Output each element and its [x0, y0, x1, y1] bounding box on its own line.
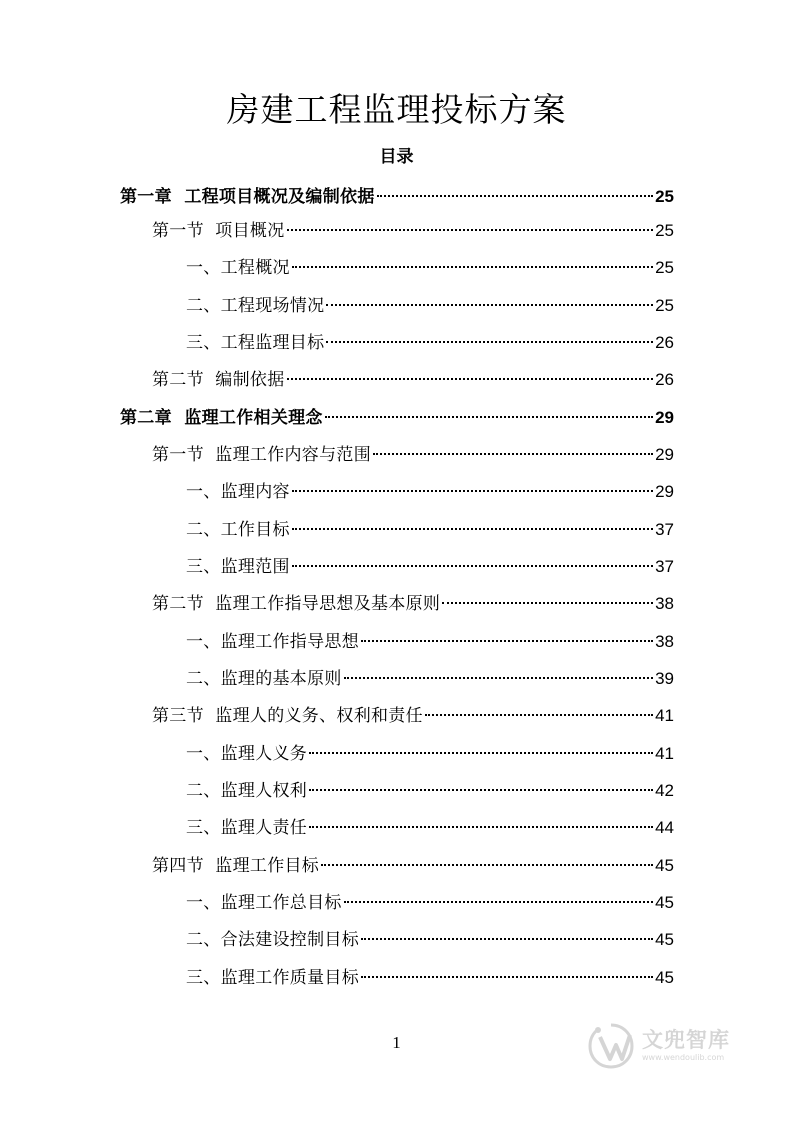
watermark-url: www.wendoulib.com — [642, 1053, 725, 1062]
toc-page-number: 39 — [655, 669, 674, 688]
toc-entry-item[interactable] — [186, 293, 674, 319]
toc-label: 第二章 监理工作相关理念 — [120, 408, 323, 428]
leader-dots — [292, 528, 653, 530]
toc-entry-item[interactable] — [186, 330, 674, 356]
toc-page-number: 45 — [655, 930, 674, 949]
toc-page-number: 25 — [655, 296, 674, 315]
toc-label: 三、工程监理目标 — [186, 333, 325, 353]
toc-label: 一、监理内容 — [186, 482, 290, 502]
toc-entry-item[interactable] — [186, 890, 674, 916]
leader-dots — [292, 266, 653, 268]
watermark-name: 文兜智库 — [642, 1028, 730, 1052]
toc-entry-item[interactable] — [186, 965, 674, 991]
toc-entry-section[interactable] — [152, 442, 674, 468]
toc-page-number: 42 — [655, 781, 674, 800]
leader-dots — [321, 864, 653, 866]
toc-entry-item[interactable] — [186, 255, 674, 281]
toc-page-number: 41 — [655, 706, 674, 725]
toc-label: 二、工程现场情况 — [186, 296, 325, 316]
leader-dots — [309, 826, 653, 828]
toc-entry-section[interactable] — [152, 591, 674, 617]
toc-entry-section[interactable] — [152, 367, 674, 393]
toc-entry-chapter[interactable] — [120, 184, 674, 210]
toc-entry-section[interactable] — [152, 703, 674, 729]
toc-page-number: 26 — [655, 333, 674, 352]
leader-dots — [361, 976, 653, 978]
watermark — [586, 1018, 756, 1074]
toc-entry-item[interactable] — [186, 778, 674, 804]
toc-page-number: 29 — [655, 482, 674, 501]
toc-page-number: 45 — [655, 856, 674, 875]
toc-page-number: 29 — [655, 445, 674, 464]
toc-page-number: 44 — [655, 818, 674, 837]
toc-label: 三、监理工作质量目标 — [186, 968, 359, 988]
leader-dots — [326, 304, 653, 306]
leader-dots — [344, 901, 653, 903]
toc-entry-item[interactable] — [186, 629, 674, 655]
toc-label: 一、监理人义务 — [186, 744, 308, 764]
toc-label: 第四节 监理工作目标 — [152, 856, 320, 876]
document-title: 房建工程监理投标方案 — [226, 90, 567, 129]
toc-entry-item[interactable] — [186, 554, 674, 580]
leader-dots — [442, 602, 653, 604]
toc-page-number: 37 — [655, 520, 674, 539]
toc-label: 第二节 编制依据 — [152, 370, 285, 390]
leader-dots — [377, 195, 653, 197]
toc-entry-item[interactable] — [186, 517, 674, 543]
toc-page-number: 25 — [655, 187, 674, 206]
toc-page-number: 26 — [655, 370, 674, 389]
toc-page-number: 38 — [655, 632, 674, 651]
leader-dots — [373, 453, 653, 455]
toc-entry-item[interactable] — [186, 666, 674, 692]
toc-heading: 目录 — [379, 147, 414, 167]
wendou-logo-icon — [586, 1021, 636, 1071]
toc-label: 第一节 项目概况 — [152, 221, 285, 241]
toc-page-number: 25 — [655, 258, 674, 277]
leader-dots — [287, 378, 654, 380]
toc-entry-item[interactable] — [186, 741, 674, 767]
toc-label: 第一节 监理工作内容与范围 — [152, 445, 372, 465]
page-number: 1 — [392, 1033, 401, 1052]
toc-label: 二、合法建设控制目标 — [186, 930, 359, 950]
toc-page-number: 29 — [655, 408, 674, 427]
leader-dots — [326, 341, 653, 343]
toc-page-number: 37 — [655, 557, 674, 576]
toc-entry-item[interactable] — [186, 815, 674, 841]
toc-page-number: 38 — [655, 594, 674, 613]
toc-label: 二、监理的基本原则 — [186, 669, 342, 689]
toc-page-number: 41 — [655, 744, 674, 763]
toc-label: 一、监理工作总目标 — [186, 893, 342, 913]
toc-entry-chapter[interactable] — [120, 405, 674, 431]
toc-label: 一、监理工作指导思想 — [186, 632, 359, 652]
toc-label: 第一章 工程项目概况及编制依据 — [120, 187, 375, 207]
toc-page-number: 25 — [655, 221, 674, 240]
toc-label: 第二节 监理工作指导思想及基本原则 — [152, 594, 441, 614]
toc-label: 一、工程概况 — [186, 258, 290, 278]
toc-label: 二、工作目标 — [186, 520, 290, 540]
leader-dots — [344, 677, 653, 679]
toc-entry-item[interactable] — [186, 927, 674, 953]
toc-entry-section[interactable] — [152, 853, 674, 879]
leader-dots — [309, 752, 653, 754]
toc-label: 第三节 监理人的义务、权利和责任 — [152, 706, 423, 726]
toc-label: 三、监理范围 — [186, 557, 290, 577]
leader-dots — [287, 229, 654, 231]
leader-dots — [361, 938, 653, 940]
toc-entry-item[interactable] — [186, 479, 674, 505]
toc-page-number: 45 — [655, 968, 674, 987]
toc-label: 三、监理人责任 — [186, 818, 308, 838]
toc-page-number: 45 — [655, 893, 674, 912]
leader-dots — [309, 789, 653, 791]
leader-dots — [292, 490, 653, 492]
leader-dots — [361, 640, 653, 642]
toc-entry-section[interactable] — [152, 218, 674, 244]
leader-dots — [292, 565, 653, 567]
leader-dots — [325, 416, 653, 418]
leader-dots — [425, 714, 653, 716]
toc-label: 二、监理人权利 — [186, 781, 308, 801]
